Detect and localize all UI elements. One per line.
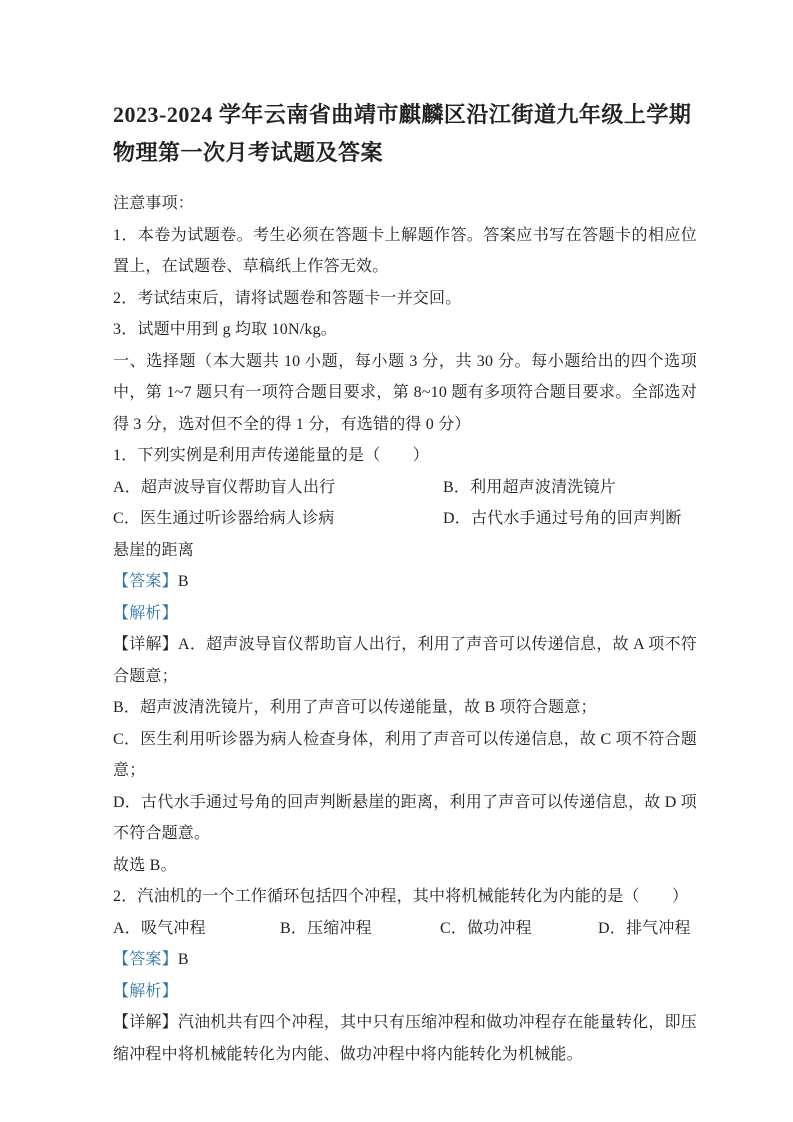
notice-item-3: 3．试题中用到 g 均取 10N/kg。	[113, 321, 338, 338]
notice-item-2: 2．考试结束后，请将试题卷和答题卡一并交回。	[113, 289, 462, 307]
question-1-explanation-b: B．超声波清洗镜片，利用了声音可以传递能量，故 B 项符合题意；	[113, 699, 597, 716]
question-2-analysis-line	[113, 976, 697, 1008]
question-1-analysis-line	[113, 598, 697, 630]
question-1-answer-line	[113, 566, 697, 598]
question-1-stem: 1．下列实例是利用声传递能量的是（ ）	[113, 447, 430, 464]
answer-label: 【答案】	[113, 573, 178, 590]
question-2-options-row-1	[113, 913, 697, 945]
analysis-label: 【解析】	[113, 982, 178, 1000]
question-2-option-b: B．压缩冲程	[280, 919, 372, 937]
section-1-heading: 一、选择题（本大题共 10 小题，每小题 3 分，共 30 分。每小题给出的四个选项中，第 1~7 题只有一项符合题目要求，第 8~10 题有多项符合题目要求。全部选对得 3 分，选对但不全的得 1 分，有选错的得 0 分）	[113, 352, 697, 433]
question-1-options-row-2	[113, 503, 697, 566]
question-2-answer-value: B	[177, 951, 189, 968]
question-1-explanation-d: D．古代水手通过号角的回声判断悬崖的距离，利用了声音可以传递信息，故 D 项不符合题意。	[113, 793, 697, 842]
question-1-option-d: D．古代水手通过号角的回声判断悬崖的距离	[113, 510, 682, 559]
question-1-explanation-a: 【详解】A．超声波导盲仪帮助盲人出行，利用了声音可以传递信息，故 A 项不符合题意；	[113, 636, 697, 685]
doc-title: 2023-2024 学年云南省曲靖市麒麟区沿江街道九年级上学期物理第一次月考试题及答案	[113, 102, 692, 165]
question-2-answer-line	[113, 944, 697, 976]
question-1-option-b: B．利用超声波清洗镜片	[443, 478, 616, 496]
question-2-option-d: D．排气冲程	[598, 919, 691, 937]
question-1-options-row-1	[113, 472, 697, 504]
question-2-option-a: A．吸气冲程	[113, 919, 206, 937]
notice-item-1: 1．本卷为试题卷。考生必须在答题卡上解题作答。答案应书写在答题卡的相应位置上，在试题卷、草稿纸上作答无效。	[113, 226, 697, 275]
question-2-option-c: C．做功冲程	[440, 919, 532, 937]
notice-heading: 注意事项：	[113, 195, 195, 212]
question-2-stem: 2．汽油机的一个工作循环包括四个冲程，其中将机械能转化为内能的是（ ）	[113, 888, 689, 905]
analysis-label: 【解析】	[113, 604, 178, 622]
question-1-answer-value: B	[177, 573, 189, 590]
question-1-option-c: C．医生通过听诊器给病人诊病	[113, 510, 335, 527]
question-2-explanation: 【详解】汽油机共有四个冲程，其中只有压缩冲程和做功冲程存在能量转化，即压缩冲程中将机械能转化为内能、做功冲程中将内能转化为机械能。	[113, 1014, 697, 1063]
question-1-conclusion: 故选 B。	[113, 856, 177, 874]
question-1-option-a: A．超声波导盲仪帮助盲人出行	[113, 478, 336, 496]
question-1-explanation-c: C．医生利用听诊器为病人检查身体，利用了声音可以传递信息，故 C 项不符合题意；	[113, 730, 697, 779]
answer-label: 【答案】	[113, 951, 178, 968]
